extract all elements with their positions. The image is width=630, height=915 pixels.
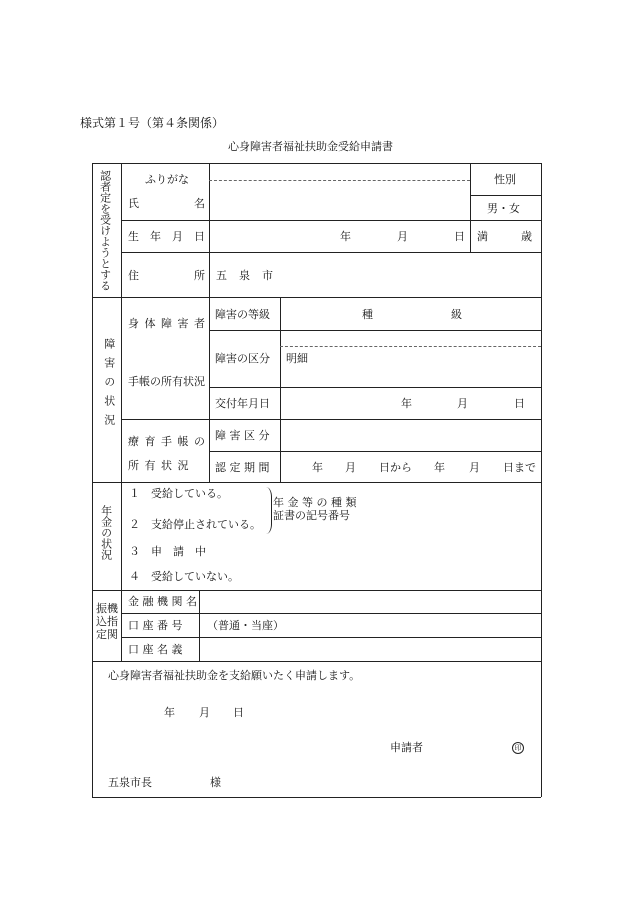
bank-section-label	[96, 602, 118, 641]
seal-icon: 印	[512, 742, 524, 754]
table-border-left	[92, 163, 93, 797]
address-city-2: 泉	[239, 269, 250, 282]
issued-year-unit: 年	[401, 397, 412, 410]
physical-label-1: 身 体 障 害 者	[128, 317, 206, 330]
period-to-month: 月	[469, 461, 480, 474]
footer-day-unit: 日	[233, 706, 244, 719]
address-city-1: 五	[216, 269, 227, 282]
name-field[interactable]	[209, 185, 470, 220]
column-divider	[280, 297, 281, 482]
name-label-2: 名	[194, 197, 205, 210]
name-label-1: 氏	[128, 197, 139, 210]
furigana-label: ふりがな	[145, 173, 189, 186]
address-city-3: 市	[262, 269, 273, 282]
grade-label: 障害の等級	[215, 308, 270, 321]
birth-label-2: 年	[150, 230, 161, 243]
pension-option-1[interactable]: １ 受給している。	[129, 487, 228, 500]
gender-label: 性別	[494, 173, 516, 186]
pension-cert-label: 証書の記号番号	[273, 509, 350, 522]
period-from-month: 月	[345, 461, 356, 474]
bank-section-label-line-2: 込指	[96, 615, 118, 628]
gender-divider	[470, 163, 471, 220]
age-prefix: 満	[477, 230, 488, 243]
table-border-right	[541, 163, 542, 797]
bank-section-label-line-1: 振機	[96, 602, 118, 615]
gender-divider	[470, 195, 541, 196]
footer-month-unit: 月	[199, 706, 210, 719]
row-divider	[209, 330, 541, 331]
row-divider	[209, 387, 541, 388]
pension-option-3[interactable]: ３ 申 請 中	[129, 545, 206, 558]
pension-option-2[interactable]: ２ 支給停止されている。	[129, 518, 261, 531]
period-to-day: 日まで	[503, 461, 536, 474]
disability-section-label: 障害の状況	[102, 338, 116, 433]
bank-section-label-line-3: 定関	[96, 628, 118, 641]
row-divider	[121, 637, 541, 638]
category-dash	[280, 346, 541, 347]
form-title: 心身障害者福祉扶助金受給申請書	[228, 140, 393, 153]
address-label-2: 所	[194, 269, 205, 282]
gender-options[interactable]: 男・女	[487, 202, 520, 215]
period-to-year: 年	[434, 461, 445, 474]
row-divider	[121, 613, 541, 614]
form-number: 様式第１号（第４条関係）	[80, 116, 225, 130]
addressee: 五泉市長	[108, 776, 152, 789]
pension-type-label: 年 金 等 の 種 類	[273, 496, 357, 509]
footer-year-unit: 年	[164, 706, 175, 719]
address-label-1: 住	[128, 269, 139, 282]
account-name-label: 口 座 名 義	[128, 643, 183, 656]
row-divider	[121, 220, 541, 221]
account-type[interactable]: （普通・当座）	[207, 619, 284, 632]
section-divider	[92, 590, 541, 591]
birth-label-3: 月	[172, 230, 183, 243]
rehab-label-2: 所 有 状 況	[128, 459, 190, 472]
section-divider	[92, 661, 541, 662]
pension-brace	[265, 487, 272, 534]
period-from-day: 日から	[379, 461, 412, 474]
birth-day-unit: 日	[454, 230, 465, 243]
section-divider	[92, 482, 541, 483]
period-from-year: 年	[312, 461, 323, 474]
birth-label-1: 生	[128, 230, 139, 243]
rehab-category-label: 障 害 区 分	[215, 429, 270, 442]
table-border-bottom	[92, 797, 541, 798]
issued-month-unit: 月	[457, 397, 468, 410]
addressee-honorific: 様	[210, 776, 221, 789]
cert-period-label: 認 定 期 間	[215, 461, 270, 474]
section-divider	[92, 297, 541, 298]
birth-label-4: 日	[194, 230, 205, 243]
physical-label-2: 手帳の所有状況	[128, 375, 205, 388]
grade-unit-type: 種	[362, 308, 373, 321]
age-suffix: 歳	[521, 230, 532, 243]
column-divider	[121, 163, 122, 661]
detail-label: 明細	[286, 352, 308, 365]
application-statement: 心身障害者福祉扶助金を支給願いたく申請します。	[108, 669, 361, 682]
account-no-label: 口 座 番 号	[128, 619, 183, 632]
row-divider	[121, 252, 541, 253]
birth-year-unit: 年	[340, 230, 351, 243]
row-divider	[121, 419, 541, 420]
applicant-section-label: 認者定を受けようとする	[98, 170, 112, 291]
grade-unit-class: 級	[451, 308, 462, 321]
table-border-top	[92, 163, 541, 164]
institution-label: 金 融 機 関 名	[128, 595, 197, 608]
pension-option-4[interactable]: ４ 受給していない。	[129, 570, 239, 583]
category-label: 障害の区分	[215, 352, 270, 365]
birth-month-unit: 月	[397, 230, 408, 243]
furigana-dash	[209, 180, 470, 181]
row-divider	[209, 451, 541, 452]
rehab-label-1: 療 育 手 帳 の	[128, 435, 206, 448]
age-divider	[470, 220, 471, 252]
applicant-signature-label: 申請者	[390, 741, 423, 754]
column-divider	[199, 590, 200, 661]
issued-day-unit: 日	[514, 397, 525, 410]
pension-section-label: 年金の状況	[99, 505, 113, 560]
issued-label: 交付年月日	[215, 397, 270, 410]
